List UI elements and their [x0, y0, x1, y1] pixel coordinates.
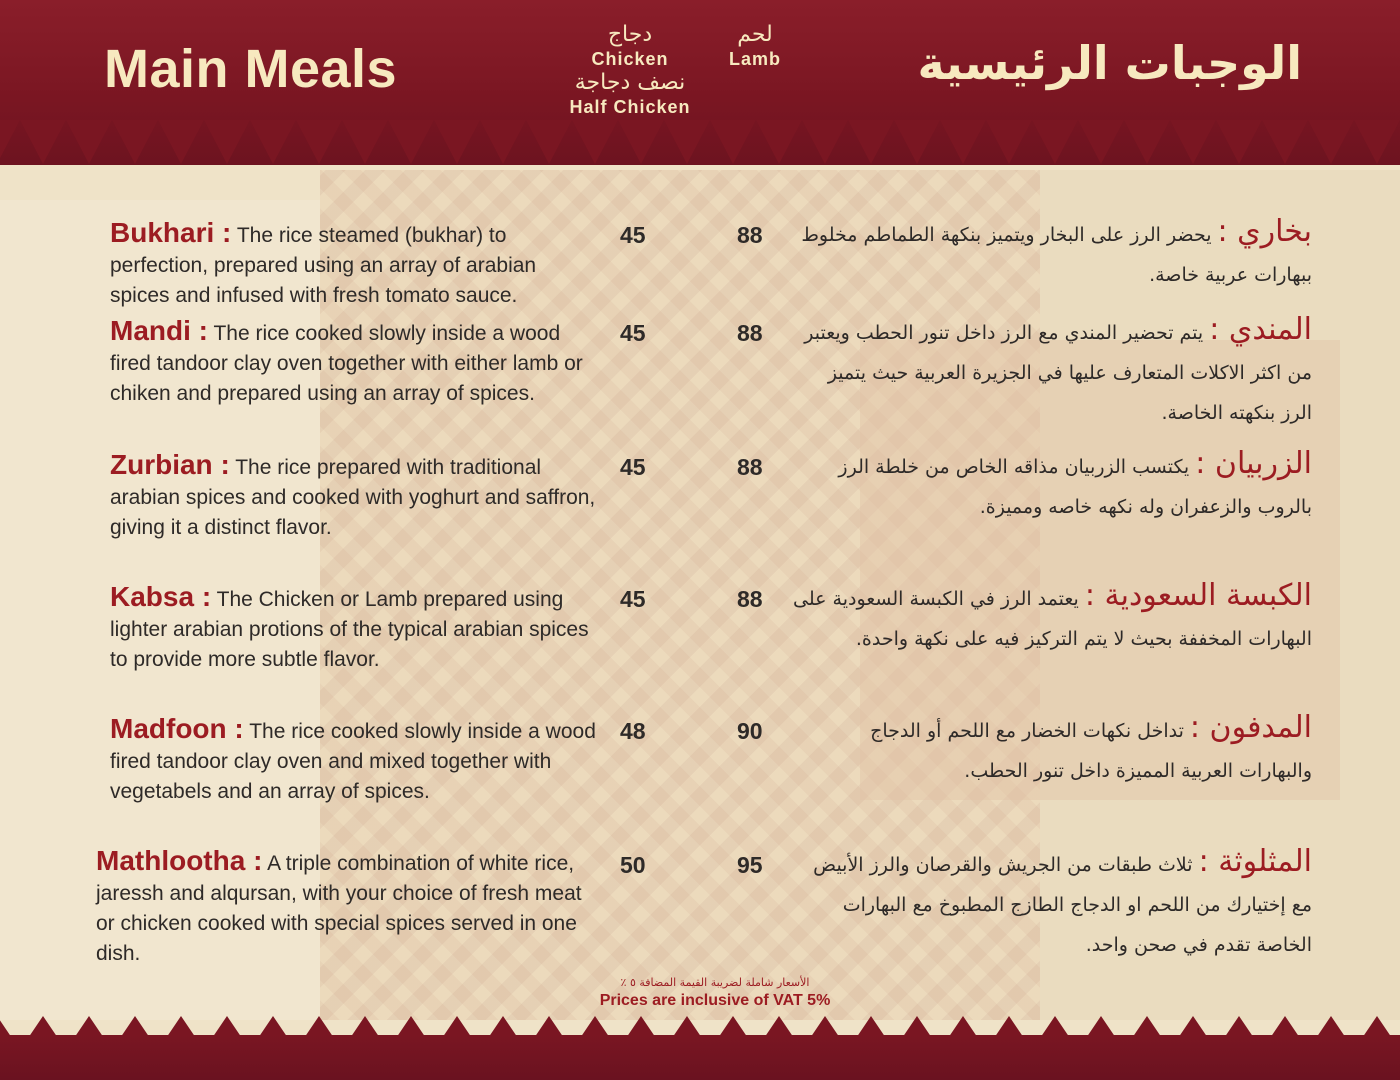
menu-item-bukhari-ar: [792, 212, 1312, 295]
column-half-chicken-en: Half Chicken: [569, 97, 691, 117]
price-chicken-bukhari: 45: [620, 222, 646, 248]
vat-note-ar: الأسعار شاملة لضريبة القيمة المضافة ٥ ٪: [620, 976, 810, 989]
item-desc-en: The rice steamed (bukhar) to perfection, prepared using an array of arabian spices and infused with fresh tomato sauce.: [110, 224, 537, 307]
item-name-en: Madfoon :: [110, 713, 244, 744]
menu-item-madfoon-en: [110, 714, 600, 807]
item-desc-ar: تداخل نكهات الخضار مع اللحم أو الدجاج والبهارات العربية المميزة داخل تنور الحطب.: [870, 720, 1312, 782]
menu-item-bukhari-en: [110, 218, 600, 311]
price-chicken-mandi: 45: [620, 320, 646, 346]
price-chicken-madfoon: 48: [620, 718, 646, 744]
price-lamb-mathlootha: 95: [737, 852, 763, 878]
price-chicken-zurbian: 45: [620, 454, 646, 480]
column-header-lamb: [700, 22, 810, 70]
menu-item-mathlootha-en: [96, 846, 596, 969]
price-chicken-kabsa: 45: [620, 586, 646, 612]
item-name-ar: المثلوثة :: [1198, 844, 1312, 879]
menu-item-mathlootha-ar: [792, 842, 1312, 965]
item-name-ar: المندي :: [1209, 312, 1312, 347]
column-chicken-en: Chicken: [591, 49, 669, 69]
item-name-ar: الكبسة السعودية :: [1084, 578, 1312, 613]
item-desc-ar: يعتمد الرز في الكبسة السعودية على البهارات المخففة بحيث لا يتم التركيز فيه على نكهة واحدة.: [793, 588, 1312, 650]
item-desc-en: The Chicken or Lamb prepared using lighter arabian protions of the typical arabian spices to provide more subtle flavor.: [110, 588, 589, 671]
vat-note: [560, 975, 870, 1011]
column-lamb-ar: لحم: [737, 22, 773, 47]
menu-item-mandi-ar: [792, 310, 1312, 433]
column-header-chicken: [560, 22, 700, 118]
column-chicken-ar: دجاج: [607, 22, 653, 47]
menu-item-zurbian-en: [110, 450, 600, 543]
item-desc-en: A triple combination of white rice, jaressh and alqursan, with your choice of fresh meat or chicken cooked with special spices served in one dish.: [96, 852, 582, 965]
item-desc-ar: يكتسب الزربيان مذاقه الخاص من خلطة الرز بالروب والزعفران وله نكهه خاصه ومميزة.: [838, 456, 1312, 518]
menu-item-kabsa-ar: [792, 576, 1312, 659]
zigzag-border-top: [0, 120, 1400, 180]
price-lamb-zurbian: 88: [737, 454, 763, 480]
footer-band: [0, 1035, 1400, 1080]
menu-item-madfoon-ar: [792, 708, 1312, 791]
item-name-en: Kabsa :: [110, 581, 212, 612]
item-name-ar: الزربيان :: [1195, 446, 1312, 481]
price-lamb-mandi: 88: [737, 320, 763, 346]
menu-item-zurbian-ar: [792, 444, 1312, 527]
item-name-en: Bukhari :: [110, 217, 232, 248]
menu-item-kabsa-en: [110, 582, 600, 675]
page-title-en: Main Meals: [104, 39, 398, 99]
item-desc-ar: ثلاث طبقات من الجريش والقرصان والرز الأبيض مع إختيارك من اللحم او الدجاج الطازج المطبوخ مع البهارات الخاصة تقدم في صحن واحد.: [813, 854, 1312, 956]
price-lamb-bukhari: 88: [737, 222, 763, 248]
item-desc-en: The rice prepared with traditional arabian spices and cooked with yoghurt and saffron, giving it a distinct flavor.: [110, 456, 596, 539]
item-name-en: Mandi :: [110, 315, 208, 346]
item-name-en: Zurbian :: [110, 449, 230, 480]
item-desc-en: The rice cooked slowly inside a wood fired tandoor clay oven and mixed together with vegetabels and an array of spices.: [110, 720, 596, 803]
price-lamb-kabsa: 88: [737, 586, 763, 612]
column-half-chicken-ar: نصف دجاجة: [574, 70, 686, 95]
item-desc-ar: يحضر الرز على البخار ويتميز بنكهة الطماطم مخلوط ببهارات عربية خاصة.: [801, 224, 1312, 286]
column-lamb-en: Lamb: [728, 49, 781, 69]
item-name-en: Mathlootha :: [96, 845, 263, 876]
vat-note-en: Prices are inclusive of VAT 5%: [599, 992, 831, 1009]
price-chicken-mathlootha: 50: [620, 852, 646, 878]
menu-item-mandi-en: [110, 316, 600, 409]
item-desc-en: The rice cooked slowly inside a wood fired tandoor clay oven together with either lamb or chiken and prepared using an array of spices.: [110, 322, 583, 405]
item-desc-ar: يتم تحضير المندي مع الرز داخل تنور الحطب ويعتبر من اكثر الاكلات المتعارف عليها في الجزيرة العربية حيث يتميز الرز بنكهته الخاصة.: [804, 322, 1312, 424]
item-name-ar: بخاري :: [1217, 214, 1312, 249]
price-lamb-madfoon: 90: [737, 718, 763, 744]
item-name-ar: المدفون :: [1189, 710, 1312, 745]
page-title-ar: الوجبات الرئيسية: [917, 36, 1302, 90]
